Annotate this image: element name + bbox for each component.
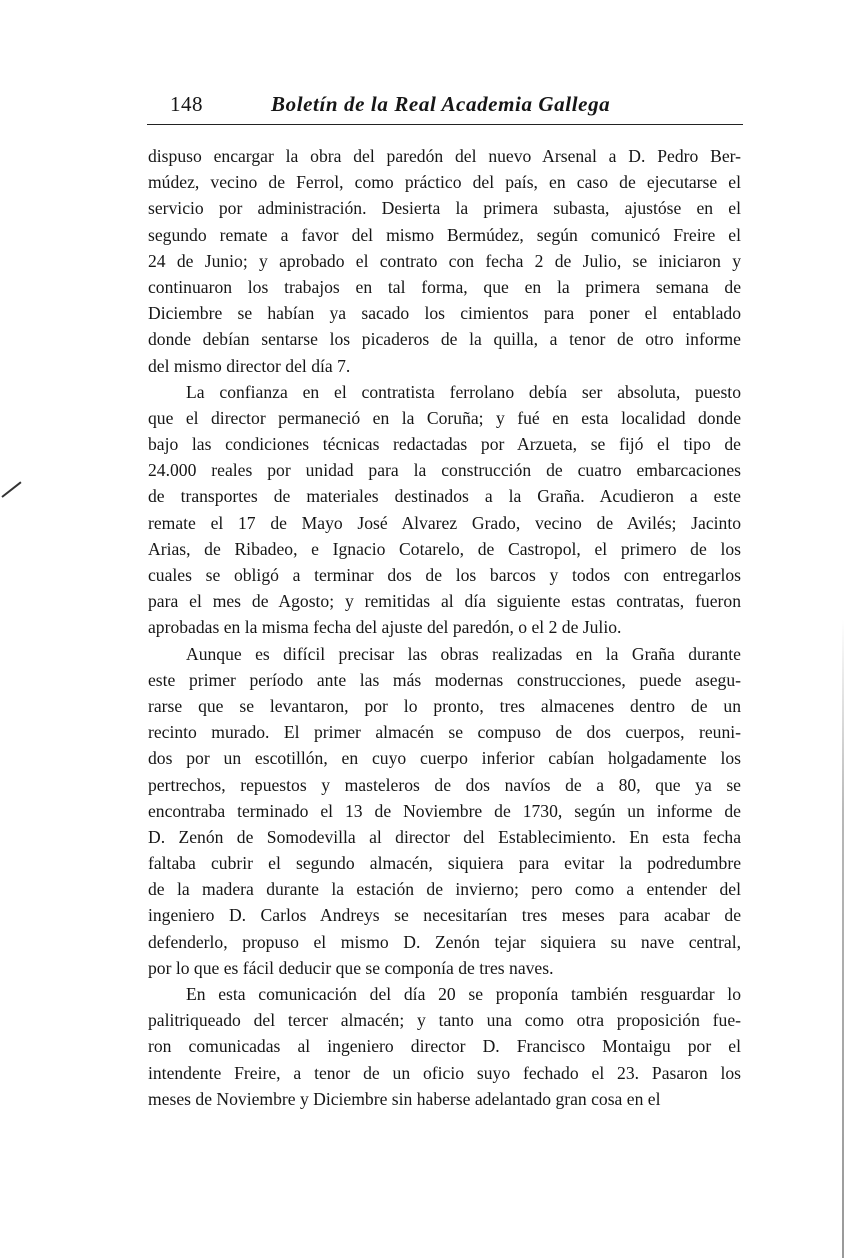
text-line: ingeniero D. Carlos Andreys se necesitarían tres meses para acabar de: [148, 905, 741, 926]
text-line: para el mes de Agosto; y remitidas al día siguiente estas contratas, fueron: [148, 591, 741, 612]
text-line: intendente Freire, a tenor de un oficio suyo fechado el 23. Pasaron los: [148, 1062, 741, 1083]
text-line: La confianza en el contratista ferrolano debía ser absoluta, puesto: [186, 381, 741, 402]
text-line: faltaba cubrir el segundo almacén, siquiera para evitar la podredumbre: [148, 853, 741, 874]
text-line: servicio por administración. Desierta la primera subasta, ajustóse en el: [148, 198, 741, 219]
text-line: meses de Noviembre y Diciembre sin haberse adelantado gran cosa en el: [148, 1088, 661, 1109]
text-line: Arias, de Ribadeo, e Ignacio Cotarelo, de Castropol, el primero de los: [148, 538, 741, 559]
text-line: donde debían sentarse los picaderos de la quilla, a tenor de otro informe: [148, 329, 741, 350]
text-line: encontraba terminado el 13 de Noviembre de 1730, según un informe de: [148, 800, 741, 821]
text-line: Diciembre se habían ya sacado los cimientos para poner el entablado: [148, 303, 741, 324]
body-text: [148, 143, 741, 1112]
text-line: ron comunicadas al ingeniero director D. Francisco Montaigu por el: [148, 1036, 741, 1057]
text-line: palitriqueado del tercer almacén; y tanto una como otra proposición fue-: [148, 1010, 741, 1031]
text-line: dispuso encargar la obra del paredón del nuevo Arsenal a D. Pedro Ber-: [148, 146, 741, 166]
text-line: 24.000 reales por unidad para la construcción de cuatro embarcaciones: [148, 460, 741, 481]
text-line: del mismo director del día 7.: [148, 355, 351, 376]
text-line: bajo las condiciones técnicas redactadas por Arzueta, se fijó el tipo de: [148, 434, 741, 455]
text-line: cuales se obligó a terminar dos de los barcos y todos con entregarlos: [148, 565, 741, 585]
text-line: de la madera durante la estación de invierno; pero como a entender del: [148, 879, 741, 900]
text-line: de transportes de materiales destinados a la Graña. Acudieron a este: [148, 486, 741, 507]
paragraph: [148, 379, 741, 641]
text-line: rarse que se levantaron, por lo pronto, tres almacenes dentro de un: [148, 695, 741, 716]
paragraph: [148, 143, 741, 379]
text-line: continuaron los trabajos en tal forma, que en la primera semana de: [148, 276, 741, 297]
text-line: dos por un escotillón, en cuyo cuerpo inferior cabían holgadamente los: [148, 748, 741, 769]
text-line: remate el 17 de Mayo José Alvarez Grado, vecino de Avilés; Jacinto: [148, 512, 741, 533]
text-line: recinto murado. El primer almacén se compuso de dos cuerpos, reuni-: [148, 722, 741, 743]
text-line: 24 de Junio; y aprobado el contrato con fecha 2 de Julio, se iniciaron y: [148, 250, 741, 271]
paragraph: [148, 981, 741, 1112]
page-edge-shadow: [842, 620, 844, 1258]
text-line: Aunque es difícil precisar las obras realizadas en la Graña durante: [186, 643, 741, 664]
page-number: 148: [170, 92, 203, 116]
paragraph: [148, 641, 741, 981]
margin-pencil-mark: [1, 481, 21, 497]
text-line: segundo remate a favor del mismo Bermúdez, según comunicó Freire el: [148, 224, 741, 245]
text-line: este primer período ante las más modernas construcciones, puede asegu-: [148, 669, 741, 690]
text-line: defenderlo, propuso el mismo D. Zenón tejar siquiera su nave central,: [148, 931, 741, 952]
journal-title: Boletín de la Real Academia Gallega: [271, 92, 611, 116]
text-line: por lo que es fácil deducir que se componía de tres naves.: [148, 957, 554, 978]
text-line: D. Zenón de Somodevilla al director del Establecimiento. En esta fecha: [148, 826, 741, 847]
text-line: aprobadas en la misma fecha del ajuste del paredón, o el 2 de Julio.: [148, 617, 622, 638]
text-line: En esta comunicación del día 20 se proponía también resguardar lo: [186, 984, 741, 1004]
text-line: que el director permaneció en la Coruña; y fué en esta localidad donde: [148, 407, 741, 428]
text-line: múdez, vecino de Ferrol, como práctico del país, en caso de ejecutarse el: [148, 172, 741, 193]
text-line: pertrechos, repuestos y masteleros de dos navíos de a 80, que ya se: [148, 774, 741, 795]
running-header: [147, 92, 743, 125]
